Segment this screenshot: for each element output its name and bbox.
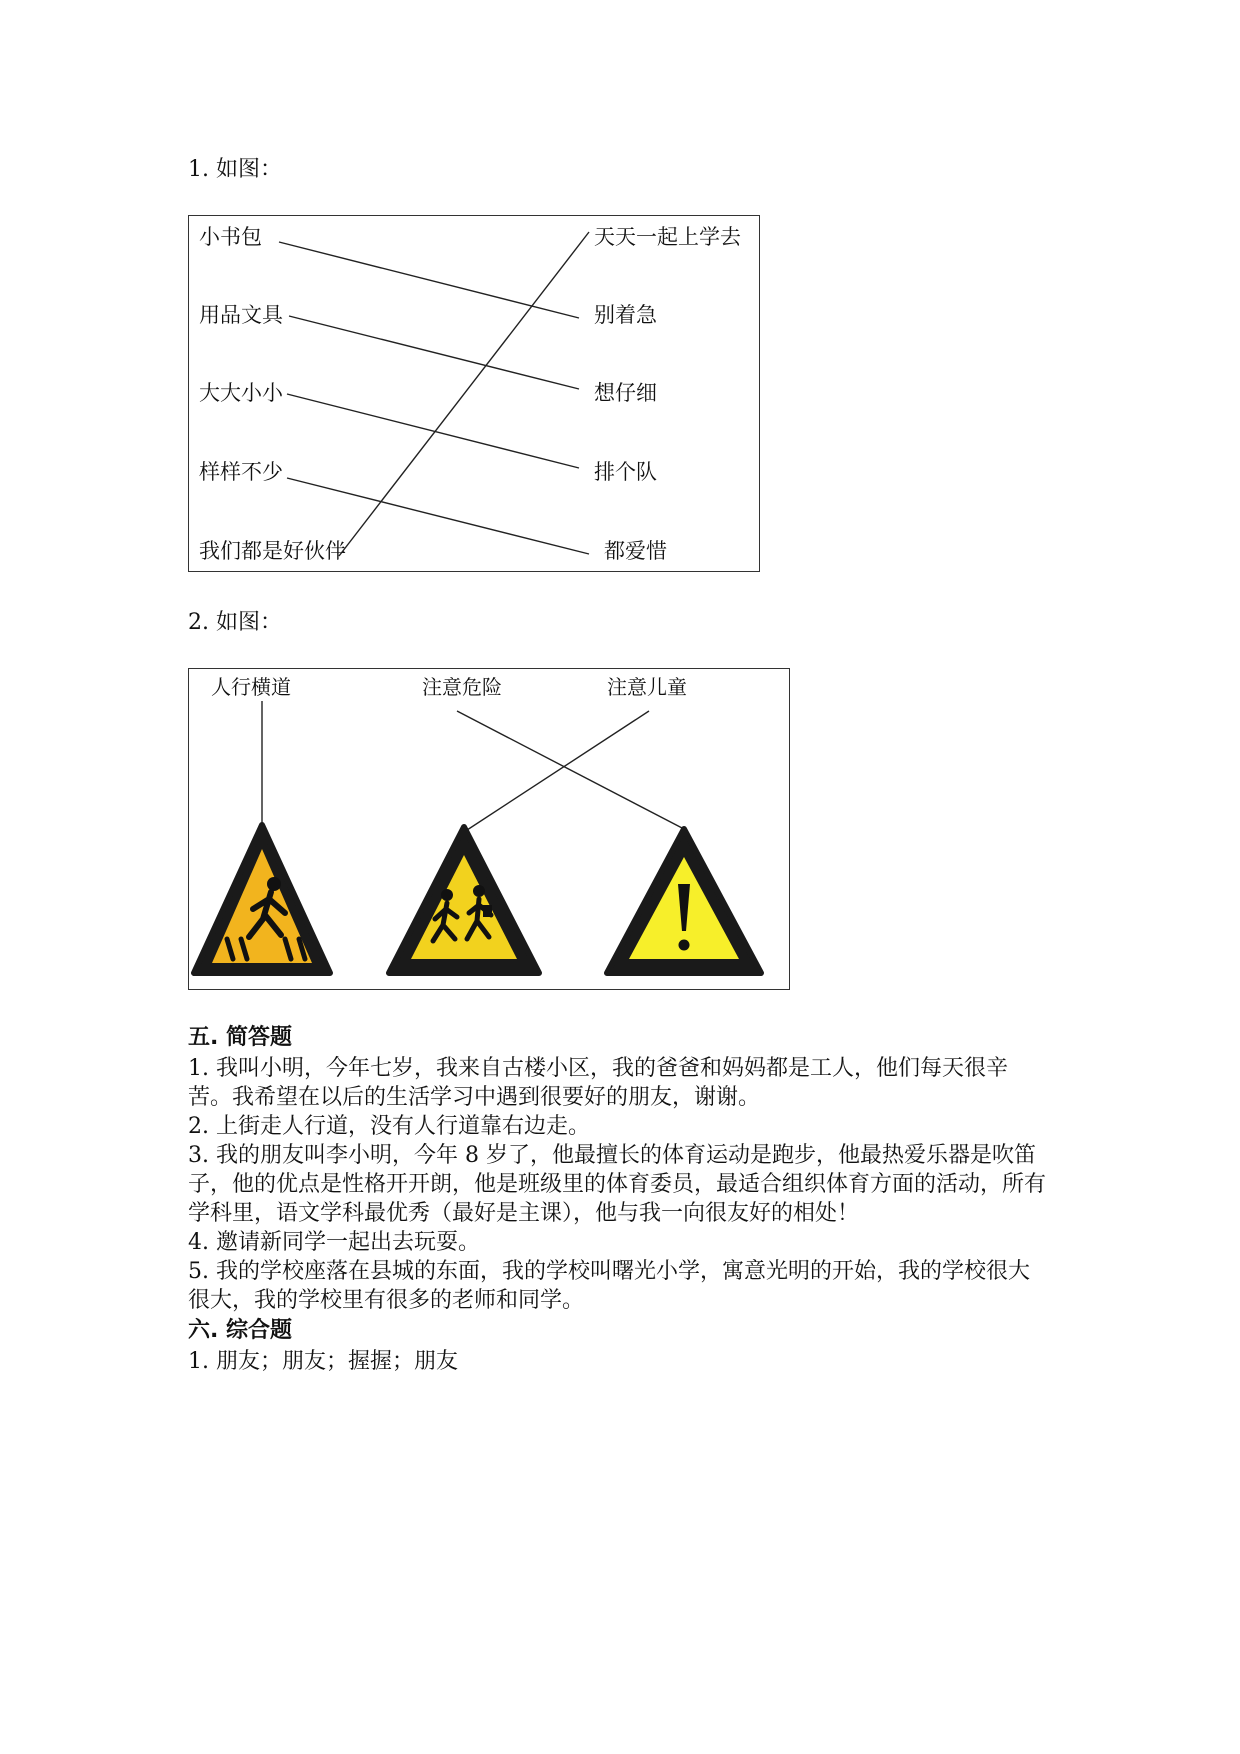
left-item: 用品文具 [199,303,283,327]
match-line [287,394,579,468]
matching-box-1 [188,215,760,572]
match-line [457,711,684,829]
left-item: 样样不少 [199,460,283,484]
right-item: 都爱惜 [604,539,667,563]
answer-item: 1. 我叫小明，今年七岁，我来自古楼小区，我的爸爸和妈妈都是工人，他们每天很辛苦。我希望在以后的生活学习中遇到很要好的朋友，谢谢。 [188,1056,1008,1110]
left-item: 大大小小 [199,381,283,405]
section-title: 五. 简答题 [188,1025,293,1050]
pedestrian-crossing-sign-icon [194,825,330,973]
right-item: 天天一起上学去 [594,225,741,249]
left-item: 我们都是好伙伴 [199,539,346,563]
answer-item: 4. 邀请新同学一起出去玩耍。 [188,1230,480,1255]
sign-matching-box [188,668,790,990]
sign-label: 注意危险 [422,675,502,699]
answer-item: 3. 我的朋友叫李小明，今年 8 岁了，他最擅长的体育运动是跑步，他最热爱乐器是吹笛子，他的优点是性格开开朗，他是班级里的体育委员，最适合组织体育方面的活动，所有学科里，语文学科最优秀（最好是主课），他与我一向很友好的相处！ [188,1143,1047,1226]
answer-item: 1. 朋友；朋友；握握；朋友 [188,1349,458,1374]
sign-label: 人行横道 [211,675,291,699]
right-item: 排个队 [594,460,657,484]
match-line [279,242,579,318]
answer-section [188,1022,1048,1376]
sign-illustration [189,669,789,989]
answer-item: 5. 我的学校座落在县城的东面，我的学校叫曙光小学，寓意光明的开始，我的学校很大很大，我的学校里有很多的老师和同学。 [188,1259,1030,1313]
q1-label: 1. 如图： [188,157,282,182]
match-line [339,232,589,556]
right-item: 别着急 [594,303,657,327]
right-item: 想仔细 [594,381,657,405]
answer-item: 2. 上街走人行道，没有人行道靠右边走。 [188,1114,590,1139]
section-title: 六. 综合题 [188,1318,293,1343]
sign-label: 注意儿童 [607,675,687,699]
q2-label: 2. 如图： [188,610,282,635]
children-warning-sign-icon [389,827,539,973]
match-line [289,316,579,389]
danger-warning-sign-icon [607,829,761,973]
left-item: 小书包 [199,225,262,249]
